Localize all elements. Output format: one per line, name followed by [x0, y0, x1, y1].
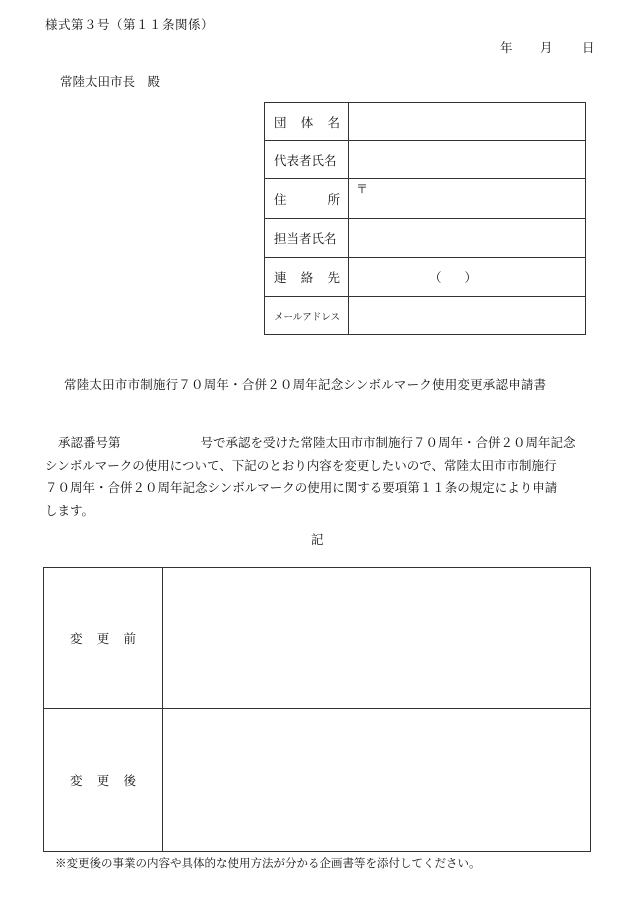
date-year: 年 — [500, 40, 513, 55]
label-char: 変 — [70, 631, 83, 646]
label-char: 名 — [327, 114, 340, 130]
before-change-field[interactable] — [163, 568, 591, 709]
paren-close: ） — [464, 270, 477, 285]
label-char: 前 — [123, 631, 136, 646]
contact-field[interactable] — [349, 258, 586, 297]
representative-field[interactable] — [349, 141, 586, 179]
body-line4: します。 — [45, 502, 95, 518]
label-char: 絡 — [300, 270, 314, 285]
row-contact — [265, 258, 586, 297]
after-change-field[interactable] — [163, 709, 591, 852]
body-line2: シンボルマークの使用について、下記のとおり内容を変更したいので、常陸太田市市制施行 — [45, 457, 557, 473]
label-char: 連 — [274, 270, 287, 285]
address-field[interactable] — [349, 179, 586, 219]
body-text — [45, 432, 593, 522]
label-contact-person: 担当者氏名 — [265, 219, 349, 258]
label-char: 所 — [327, 191, 340, 207]
ki-heading: 記 — [311, 532, 324, 547]
body-line3: ７０周年・合併２０周年記念シンボルマークの使用に関する要項第１１条の規定により申請 — [45, 480, 558, 495]
row-address — [265, 179, 586, 219]
label-char: 体 — [300, 114, 314, 130]
date-day: 日 — [582, 40, 595, 55]
label-char: 住 — [274, 191, 287, 207]
document-title: 常陸太田市市制施行７０周年・合併２０周年記念シンボルマーク使用変更承認申請書 — [64, 377, 547, 392]
label-contact — [265, 258, 349, 297]
contact-person-field[interactable] — [349, 219, 586, 258]
body-line1-prefix: 承認番号第 — [58, 435, 121, 450]
label-char: 更 — [96, 773, 110, 788]
row-email — [265, 297, 586, 335]
group-name-field[interactable] — [349, 103, 586, 141]
label-char: 変 — [70, 773, 83, 788]
attachment-note: ※変更後の事業の内容や具体的な使用方法が分かる企画書等を添付してください。 — [55, 856, 481, 870]
label-char: 団 — [274, 114, 287, 130]
postal-mark: 〒 — [356, 182, 369, 196]
row-representative — [265, 141, 586, 179]
label-after-change — [44, 709, 163, 852]
row-group-name — [265, 103, 586, 141]
paren-open: （ — [429, 270, 442, 285]
email-field[interactable] — [349, 297, 586, 335]
label-before-change — [44, 568, 163, 709]
addressee: 常陸太田市長 殿 — [60, 74, 161, 89]
label-representative: 代表者氏名 — [265, 141, 349, 179]
body-line1-suffix: 号で承認を受けた常陸太田市市制施行７０周年・合併２０周年記念 — [200, 435, 576, 450]
change-table — [43, 567, 591, 852]
label-group-name — [265, 103, 349, 141]
label-address — [265, 179, 349, 219]
row-before-change — [44, 568, 591, 709]
date-month: 月 — [540, 40, 553, 55]
label-char: 後 — [123, 773, 136, 788]
label-char: 先 — [327, 270, 340, 285]
form-number: 様式第３号（第１１条関係） — [45, 17, 215, 32]
applicant-info-table — [264, 102, 586, 335]
row-contact-person — [265, 219, 586, 258]
label-email: メールアドレス — [265, 297, 349, 335]
row-after-change — [44, 709, 591, 852]
label-char: 更 — [96, 631, 110, 646]
